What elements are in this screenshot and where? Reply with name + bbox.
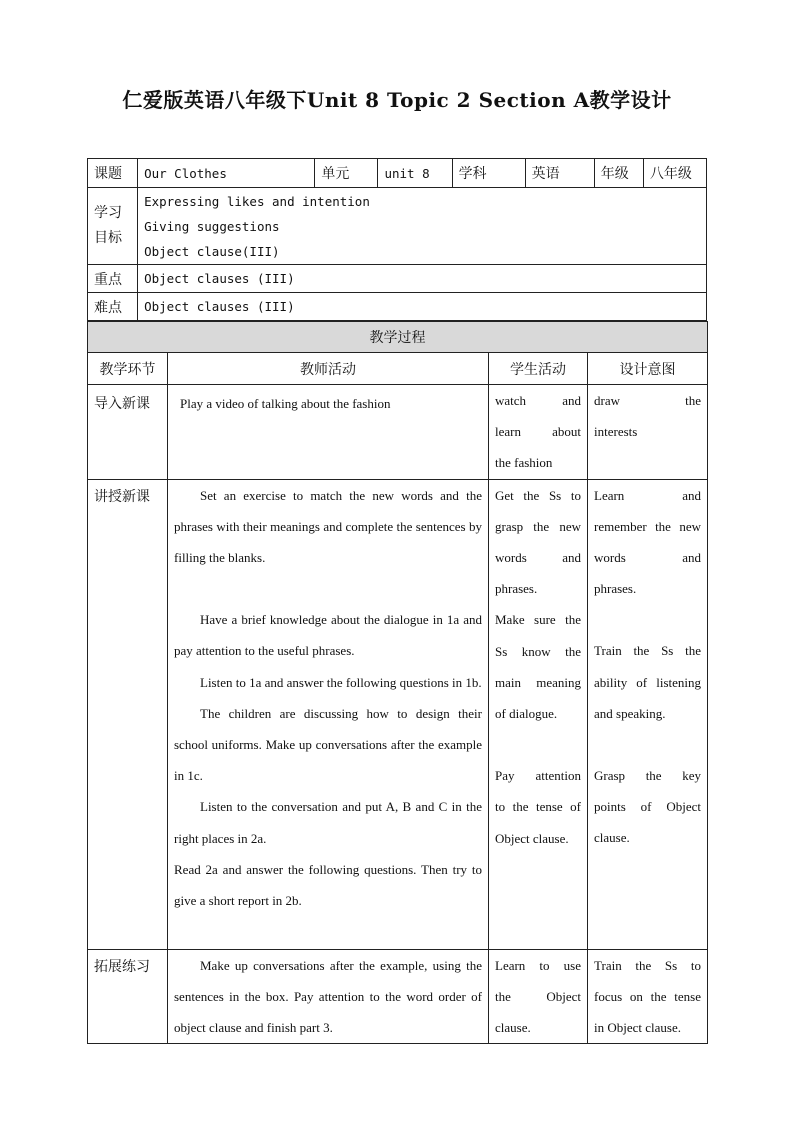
objective-item: Giving suggestions [144,218,280,234]
teacher-extend [168,949,489,1044]
teacher-new-para: Set an exercise to match the new words and the phrases with their meanings and complete the sentences by filling the blanks. [174,487,482,566]
student-new-line: phrases. [495,581,538,597]
teacher-new-para: Have a brief knowledge about the dialogue in 1a and pay attention to the useful phrases. [174,612,482,659]
info-table [87,158,707,321]
topic-value: Our Clothes [138,159,315,188]
student-extend-line: Learn to use [495,957,581,973]
objective-item: Object clause(III) [144,243,280,259]
subject-label: 学科 [452,159,525,188]
student-new-line: grasp the new [495,518,581,534]
col-head-student: 学生活动 [489,353,588,385]
student-new-line: Ss know the [495,643,581,659]
student-extend-line: clause. [495,1020,531,1036]
subject-value: 英语 [525,159,594,188]
intent-new-line: and speaking. [594,705,666,721]
page-title: 仁爱版英语八年级下Unit 8 Topic 2 Section A教学设计 [122,88,672,112]
grade-label: 年级 [594,159,643,188]
teacher-new-para: Listen to the conversation and put A, B and C in the right places in 2a. [174,799,482,846]
difficult-value: Object clauses (III) [138,293,707,321]
intent-new-line: Grasp the key [594,768,701,784]
student-new-line: of dialogue. [495,706,558,722]
student-new [489,479,588,949]
intent-new-line: Learn and [594,487,701,503]
process-table [87,321,708,1044]
intent-extend [588,949,708,1044]
intent-new-line: phrases. [594,581,637,597]
intent-new-line: ability of listening [594,674,701,690]
student-new-line: to the tense of [495,799,581,815]
intent-intro-line: interests [594,424,638,440]
teacher-extend-para: Make up conversations after the example, using the sentences in the box. Pay attention to the word order of object clause and finish part 3. [174,957,482,1036]
student-new-line: main meaning [495,674,581,690]
teacher-new-para: Read 2a and answer the following questions. Then try to give a short report in 2b. [174,861,482,909]
intent-new-line: clause. [594,830,630,846]
col-head-intent: 设计意图 [588,353,708,385]
intent-new-line: Train the Ss the [594,643,701,659]
teacher-new [168,479,489,949]
intent-extend-line: in Object clause. [594,1020,681,1036]
unit-value: unit 8 [378,159,452,188]
student-intro [489,385,588,480]
intent-new-line: points of Object [594,799,701,815]
stage-new: 讲授新课 [88,479,168,949]
student-intro-line: watch and [495,393,581,408]
student-extend-line: the Object [495,988,581,1004]
intent-intro-line: draw the [594,393,701,408]
intent-intro [588,385,708,480]
student-new-line: Make sure the [495,612,581,628]
unit-label: 单元 [315,159,378,188]
difficult-label: 难点 [88,293,138,321]
objectives-label-line-2: 目标 [94,230,122,246]
student-extend [489,949,588,1044]
teacher-new-para: The children are discussing how to design their school uniforms. Make up conversations after the example in 1c. [174,705,482,784]
process-header: 教学过程 [88,322,708,353]
stage-extend: 拓展练习 [88,949,168,1044]
objectives-label [88,188,138,265]
student-intro-line: the fashion [495,455,553,471]
teacher-intro: Play a video of talking about the fashion [168,385,489,480]
objective-item: Expressing likes and intention [144,193,370,209]
key-value: Object clauses (III) [138,265,707,293]
key-label: 重点 [88,265,138,293]
student-intro-line: learn about [495,424,581,440]
intent-extend-line: Train the Ss to [594,957,701,973]
student-new-line: Object clause. [495,830,569,846]
teacher-new-para: Listen to 1a and answer the following questions in 1b. [200,674,482,690]
student-new-line: Get the Ss to [495,487,581,503]
objectives-label-line-1: 学习 [94,205,122,221]
intent-new-line: remember the new [594,518,701,534]
col-head-stage: 教学环节 [88,353,168,385]
student-new-line: words and [495,550,581,566]
grade-value: 八年级 [643,159,706,188]
intent-new [588,479,708,949]
objectives-value [138,188,707,265]
student-new-line: Pay attention [495,768,581,784]
stage-intro: 导入新课 [88,385,168,480]
intent-new-line: words and [594,550,701,566]
topic-label: 课题 [88,159,138,188]
col-head-teacher: 教师活动 [168,353,489,385]
intent-extend-line: focus on the tense [594,988,701,1004]
